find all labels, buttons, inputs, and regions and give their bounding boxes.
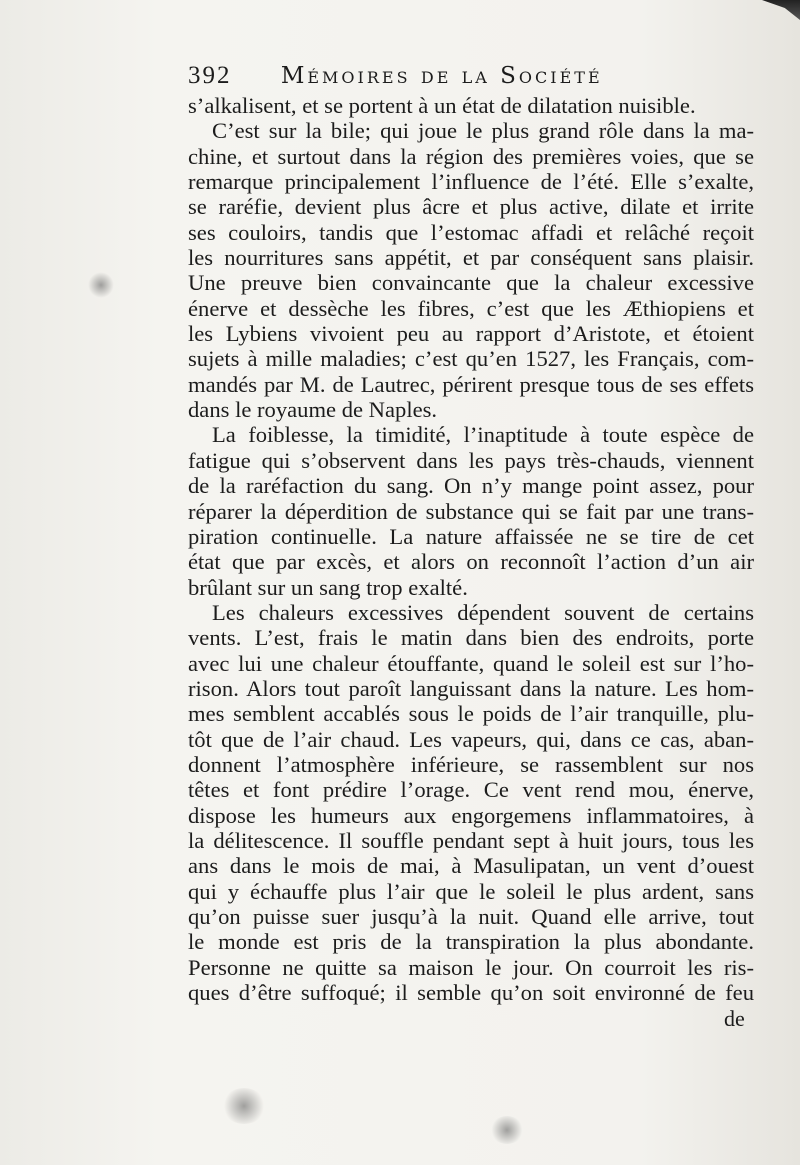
text-line: s’alkalisent, et se portent à un état de dilatation nuisible. xyxy=(188,93,696,118)
text-line: Les chaleurs excessives dépendent souvent de certains xyxy=(212,599,754,625)
text-line: mandés par M. de Lautrec, périrent presque tous de ses effets xyxy=(188,371,754,397)
text-line: réparer la déperdition de substance qui se fait par une trans- xyxy=(188,498,754,524)
foxing-spot xyxy=(222,1088,266,1124)
text-line: tôt que de l’air chaud. Les vapeurs, qui, dans ce cas, aban- xyxy=(188,726,754,752)
text-line: Personne ne quitte sa maison le jour. On courroit les ris- xyxy=(188,954,754,980)
text-line: le monde est pris de la transpiration la plus abondante. xyxy=(188,929,754,955)
catchword: de xyxy=(724,1006,745,1031)
text-line: la délitescence. Il souffle pendant sept à huit jours, tous les xyxy=(188,827,754,853)
text-line: de la raréfaction du sang. On n’y mange point assez, pour xyxy=(188,473,754,499)
text-line: dispose les humeurs aux engorgemens inflammatoires, à xyxy=(188,802,754,828)
foxing-spot xyxy=(88,272,114,298)
text-line: qui y échauffe plus l’air que le soleil le plus ardent, sans xyxy=(188,878,754,904)
text-line: C’est sur la bile; qui joue le plus grand rôle dans la ma- xyxy=(212,118,754,144)
text-line: avec lui une chaleur étouffante, quand le soleil est sur l’ho- xyxy=(188,650,754,676)
text-line: ques d’être suffoqué; il semble qu’on soit environné de feu xyxy=(188,980,754,1006)
text-line: énerve et dessèche les fibres, c’est que les Æthiopiens et xyxy=(188,295,754,321)
text-line: La foiblesse, la timidité, l’inaptitude à toute espèce de xyxy=(212,422,754,448)
page-corner-shadow xyxy=(762,0,800,20)
text-line: donnent l’atmosphère inférieure, se rassemblent sur nos xyxy=(188,751,754,777)
text-line: ans dans le mois de mai, à Masulipatan, un vent d’ouest xyxy=(188,853,754,879)
text-line: état que par excès, et alors on reconnoît l’action d’un air xyxy=(188,549,754,575)
running-header xyxy=(188,62,748,90)
text-line: chine, et surtout dans la région des premières voies, que se xyxy=(188,143,754,169)
foxing-spot xyxy=(490,1116,524,1144)
text-line: piration continuelle. La nature affaissée ne se tire de cet xyxy=(188,523,754,549)
text-line: les nourritures sans appétit, et par conséquent sans plaisir. xyxy=(188,245,754,271)
text-line: qu’on puisse suer jusqu’à la nuit. Quand elle arrive, tout xyxy=(188,904,754,929)
text-line: fatigue qui s’observent dans les pays très-chauds, viennent xyxy=(188,447,754,473)
text-line: brûlant sur un sang trop exalté. xyxy=(188,574,468,600)
text-line: têtes et font prédire l’orage. Ce vent rend mou, énerve, xyxy=(188,777,754,803)
text-line: rison. Alors tout paroît languissant dans la nature. Les hom- xyxy=(188,675,754,701)
text-line: Une preuve bien convaincante que la chaleur excessive xyxy=(188,270,754,296)
text-line: les Lybiens vivoient peu au rapport d’Aristote, et étoient xyxy=(188,321,754,347)
text-line: sujets à mille maladies; c’est qu’en 1527, les Français, com- xyxy=(188,346,754,372)
text-line: ses couloirs, tandis que l’estomac affadi et relâché reçoit xyxy=(188,219,754,245)
body-text xyxy=(188,93,754,1005)
text-line: dans le royaume de Naples. xyxy=(188,397,438,423)
text-line: remarque principalement l’influence de l’été. Elle s’exalte, xyxy=(188,169,754,195)
text-line: se raréfie, devient plus âcre et plus active, dilate et irrite xyxy=(188,194,754,220)
running-title: Mémoires de la Société xyxy=(280,63,603,89)
text-line: vents. L’est, frais le matin dans bien des endroits, porte xyxy=(188,625,754,651)
text-line: mes semblent accablés sous le poids de l’air tranquille, plu- xyxy=(188,701,754,727)
page-number: 392 xyxy=(188,62,232,89)
